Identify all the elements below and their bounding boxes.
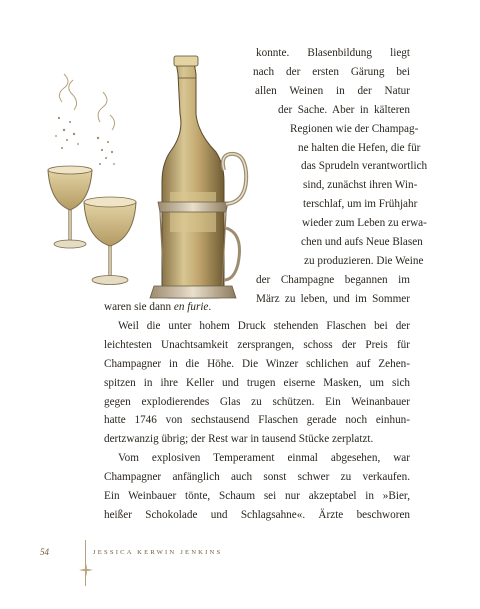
- body-line: [104, 355, 410, 374]
- running-author: JESSICA KERWIN JENKINS: [93, 549, 223, 556]
- float-line: terschlaf, um im Frühjahr: [303, 198, 418, 211]
- body-line-text: Ein Weinbauer tönte, Schaum sei nur akzeptabel in »Bier,: [104, 490, 410, 503]
- body-line-text: spitzen in ihre Keller und trugen eiserne Masken, um sich: [104, 376, 410, 389]
- body-line: [104, 336, 410, 355]
- bubbles-decoration: [59, 74, 114, 130]
- body-line-text: leichtesten Unachtsamkeit zersprangen, schoss der Preis für: [104, 338, 410, 351]
- float-line: konnte. Blasenbildung liegt: [256, 47, 410, 59]
- float-line: ne halten die Hefen, die für: [298, 141, 421, 154]
- float-line: der Champagne begannen im: [256, 273, 410, 286]
- body-line: [104, 317, 410, 336]
- body-line-text: dertzwanzig übrig; der Rest war in tausend Stücke zerplatzt.: [104, 433, 374, 446]
- body-line: [104, 449, 410, 468]
- float-line: chen und aufs Neue Blasen: [301, 236, 423, 249]
- body-line: [104, 374, 410, 393]
- body-line-text: gegen explodierendes Glas zu schützen. Ein Weinanbauer: [104, 395, 410, 408]
- page-number: 54: [40, 547, 49, 557]
- body-line-punctuation: .: [208, 301, 212, 313]
- body-line: [104, 411, 410, 430]
- bubble-dots: [55, 117, 115, 165]
- body-line-text: Weil die unter hohem Druck stehenden Flaschen bei der: [118, 319, 410, 332]
- float-line: nach der ersten Gärung bei: [253, 65, 410, 78]
- body-line-text: Vom explosiven Temperament einmal abgesehen, war: [118, 452, 410, 465]
- body-line: [104, 468, 410, 487]
- body-line-text: waren sie dann: [104, 301, 174, 313]
- float-line: allen Weinen in der Natur: [255, 84, 410, 97]
- body-line-text: hatte 1746 von sechstausend Flaschen gerade noch einhun-: [104, 414, 410, 427]
- italic-phrase: en furie: [173, 301, 209, 313]
- body-line: [104, 430, 410, 449]
- champagne-illustration: [40, 52, 250, 302]
- float-paragraph: [238, 44, 428, 309]
- float-line: zu produzieren. Die Weine: [304, 254, 424, 267]
- float-line: das Sprudeln verantwortlich: [301, 160, 428, 173]
- body-line-text: Champagner anfänglich auch sonst schwer zu verkaufen.: [104, 471, 410, 484]
- float-line: Regionen wie der Champag-: [290, 122, 419, 135]
- page-footer: [40, 540, 420, 590]
- fleuron-ornament-icon: [78, 562, 94, 578]
- float-line: der Sache. Aber in kälteren: [278, 103, 410, 116]
- body-line: [104, 298, 410, 317]
- float-line: sind, zunächst ihren Win-: [303, 179, 418, 192]
- float-line: März zu leben, und im Sommer: [256, 292, 410, 305]
- body-paragraphs: [104, 298, 410, 525]
- body-line-text: Champagner in die Höhe. Die Winzer schlichen auf Zehen-: [104, 357, 410, 370]
- body-line: [104, 393, 410, 412]
- right-glass: [84, 197, 136, 285]
- champagne-bottle: [162, 56, 224, 298]
- body-line: [104, 487, 410, 506]
- body-line: [104, 506, 410, 525]
- body-line-text: heißer Schokolade und Schlagsahne«. Ärzte beschworen: [104, 508, 410, 521]
- float-line: wieder zum Leben zu erwa-: [302, 217, 427, 230]
